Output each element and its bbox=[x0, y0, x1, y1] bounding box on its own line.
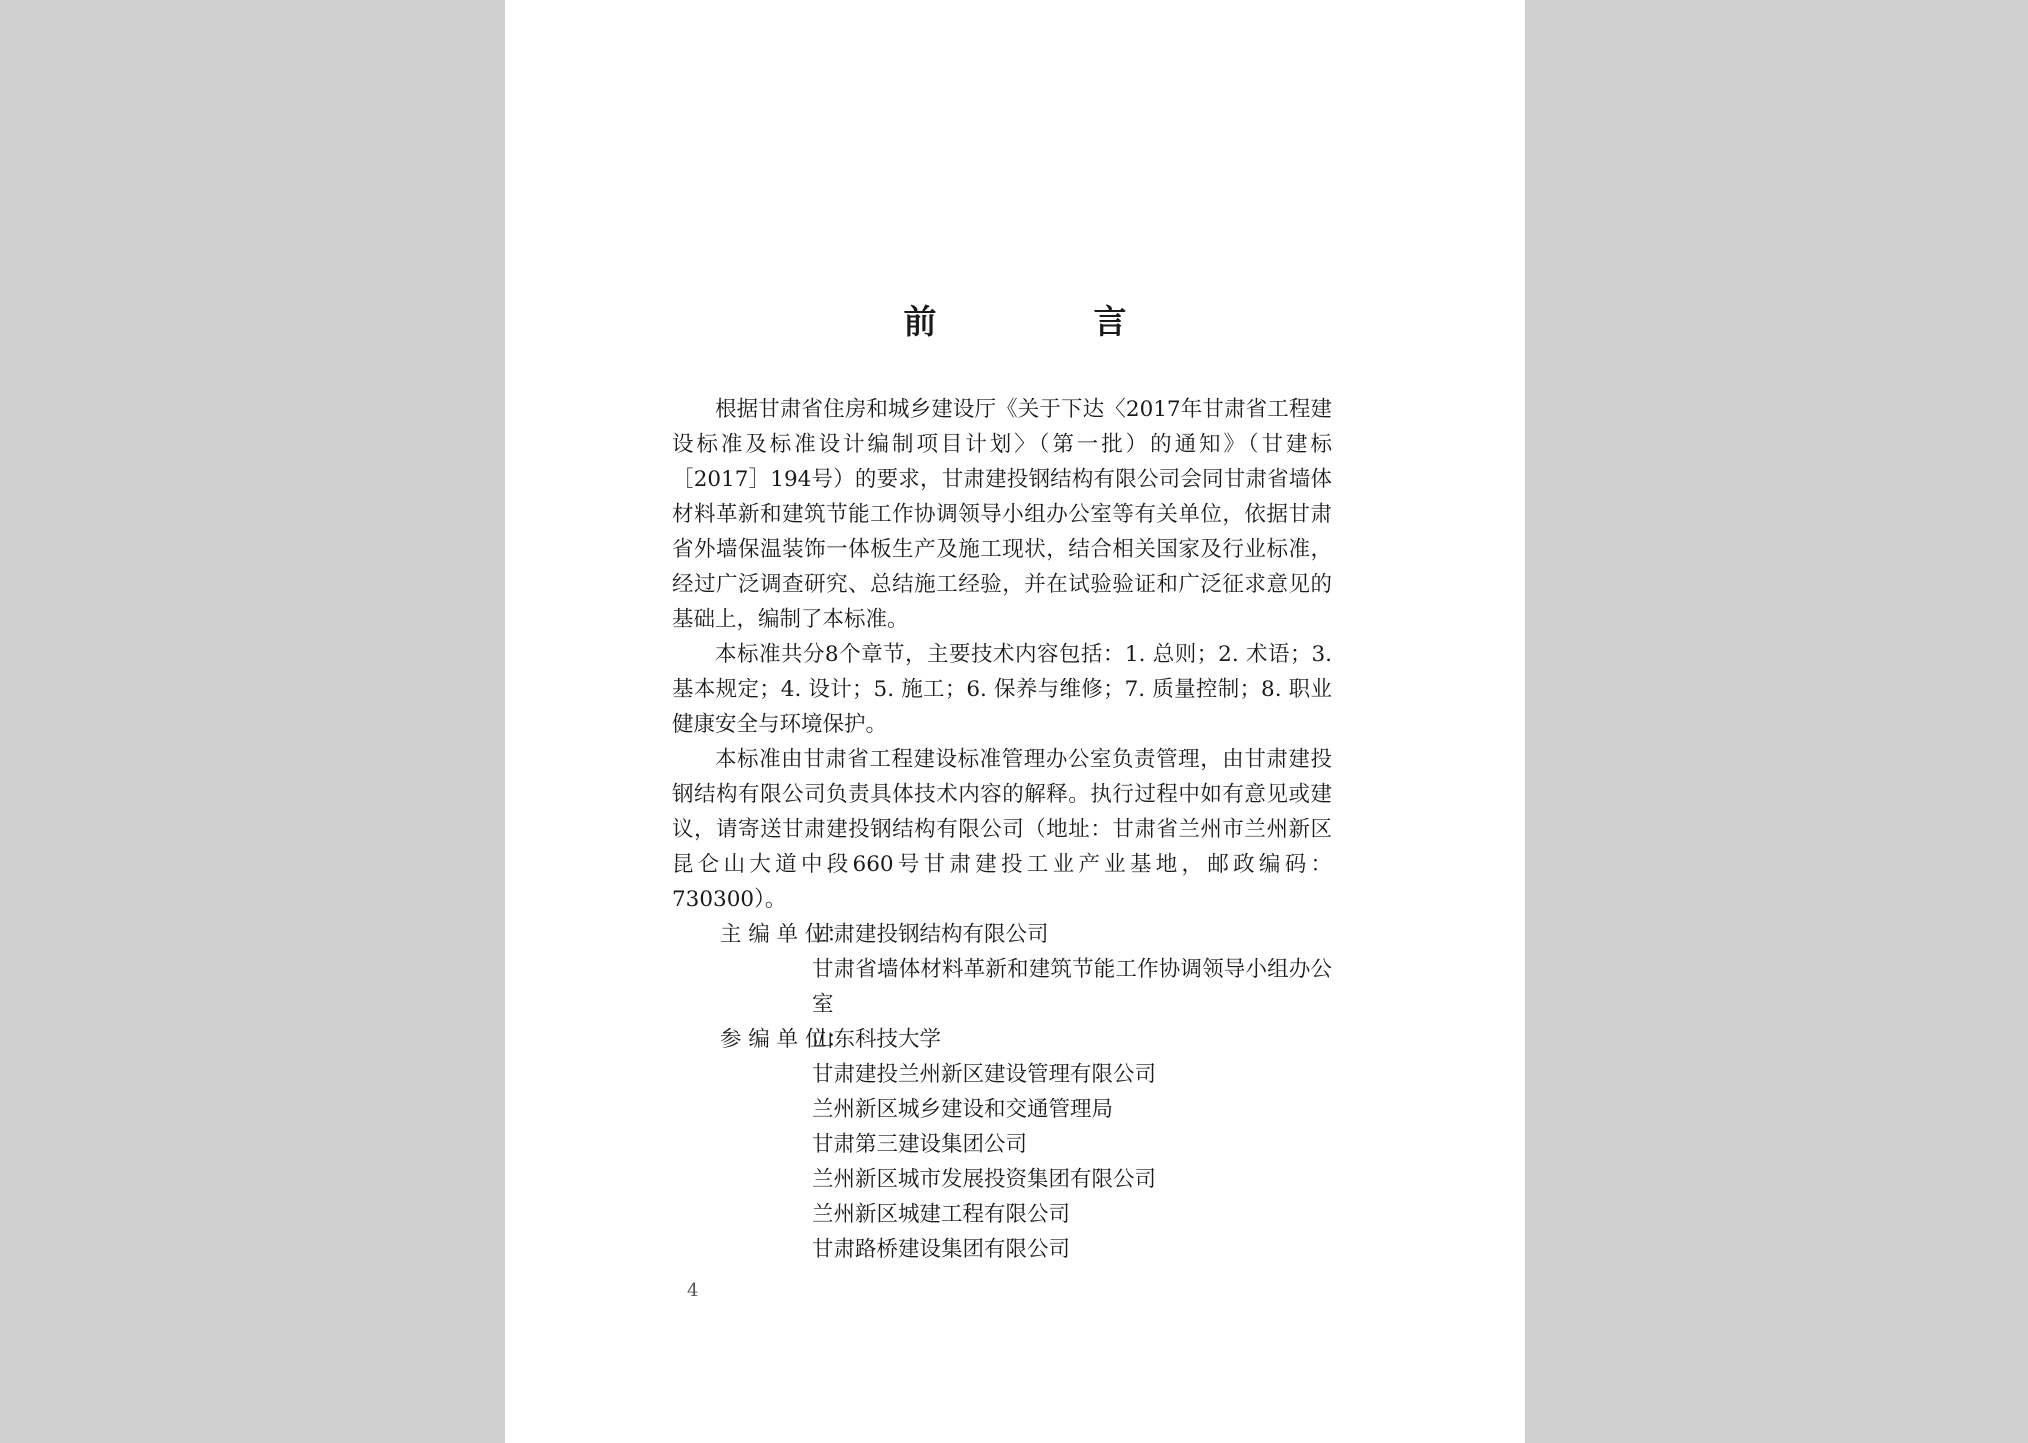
participating-unit: 甘肃建投兰州新区建设管理有限公司 bbox=[812, 1062, 1157, 1087]
participating-unit: 甘肃路桥建设集团有限公司 bbox=[812, 1237, 1071, 1262]
preface-body bbox=[672, 392, 1332, 1267]
participating-unit: 兰州新区城乡建设和交通管理局 bbox=[812, 1097, 1114, 1122]
chief-editor-unit: 甘肃省墙体材料革新和建筑节能工作协调领导小组办公室 bbox=[812, 957, 1332, 1017]
editing-units bbox=[672, 917, 1332, 1267]
chief-editor-list bbox=[812, 917, 1332, 1022]
chief-editor-label: 主 编 单 位： bbox=[720, 922, 849, 947]
participating-unit: 兰州新区城建工程有限公司 bbox=[812, 1202, 1071, 1227]
participating-unit: 山东科技大学 bbox=[812, 1027, 942, 1052]
participating-list bbox=[812, 1022, 1332, 1267]
paragraph-management: 本标准由甘肃省工程建设标准管理办公室负责管理，由甘肃建投钢结构有限公司负责具体技术内容的解释。执行过程中如有意见或建议，请寄送甘肃建投钢结构有限公司（地址：甘肃省兰州市兰州新区昆仑山大道中段660号甘肃建投工业产业基地，邮政编码：730300）。 bbox=[672, 747, 1332, 912]
participating-group bbox=[672, 1022, 1332, 1267]
document-page bbox=[505, 0, 1525, 1443]
participating-unit: 甘肃第三建设集团公司 bbox=[812, 1132, 1028, 1157]
paragraph-contents: 本标准共分8个章节，主要技术内容包括：1. 总则；2. 术语；3. 基本规定；4. 设计；5. 施工；6. 保养与维修；7. 质量控制；8. 职业健康安全与环境保护。 bbox=[672, 642, 1332, 737]
participating-unit: 兰州新区城市发展投资集团有限公司 bbox=[812, 1167, 1157, 1192]
chief-editor-group bbox=[672, 917, 1332, 1022]
page-title: 前 言 bbox=[903, 302, 1189, 341]
chief-editor-unit: 甘肃建投钢结构有限公司 bbox=[812, 922, 1049, 947]
participating-label: 参 编 单 位： bbox=[720, 1027, 849, 1052]
paragraph-basis: 根据甘肃省住房和城乡建设厅《关于下达〈2017年甘肃省工程建设标准及标准设计编制项目计划〉（第一批）的通知》（甘建标［2017］194号）的要求，甘肃建投钢结构有限公司会同甘肃省墙体材料革新和建筑节能工作协调领导小组办公室等有关单位，依据甘肃省外墙保温装饰一体板生产及施工现状，结合相关国家及行业标准，经过广泛调查研究、总结施工经验，并在试验验证和广泛征求意见的基础上，编制了本标准。 bbox=[672, 397, 1332, 632]
page-number: 4 bbox=[687, 1280, 699, 1301]
